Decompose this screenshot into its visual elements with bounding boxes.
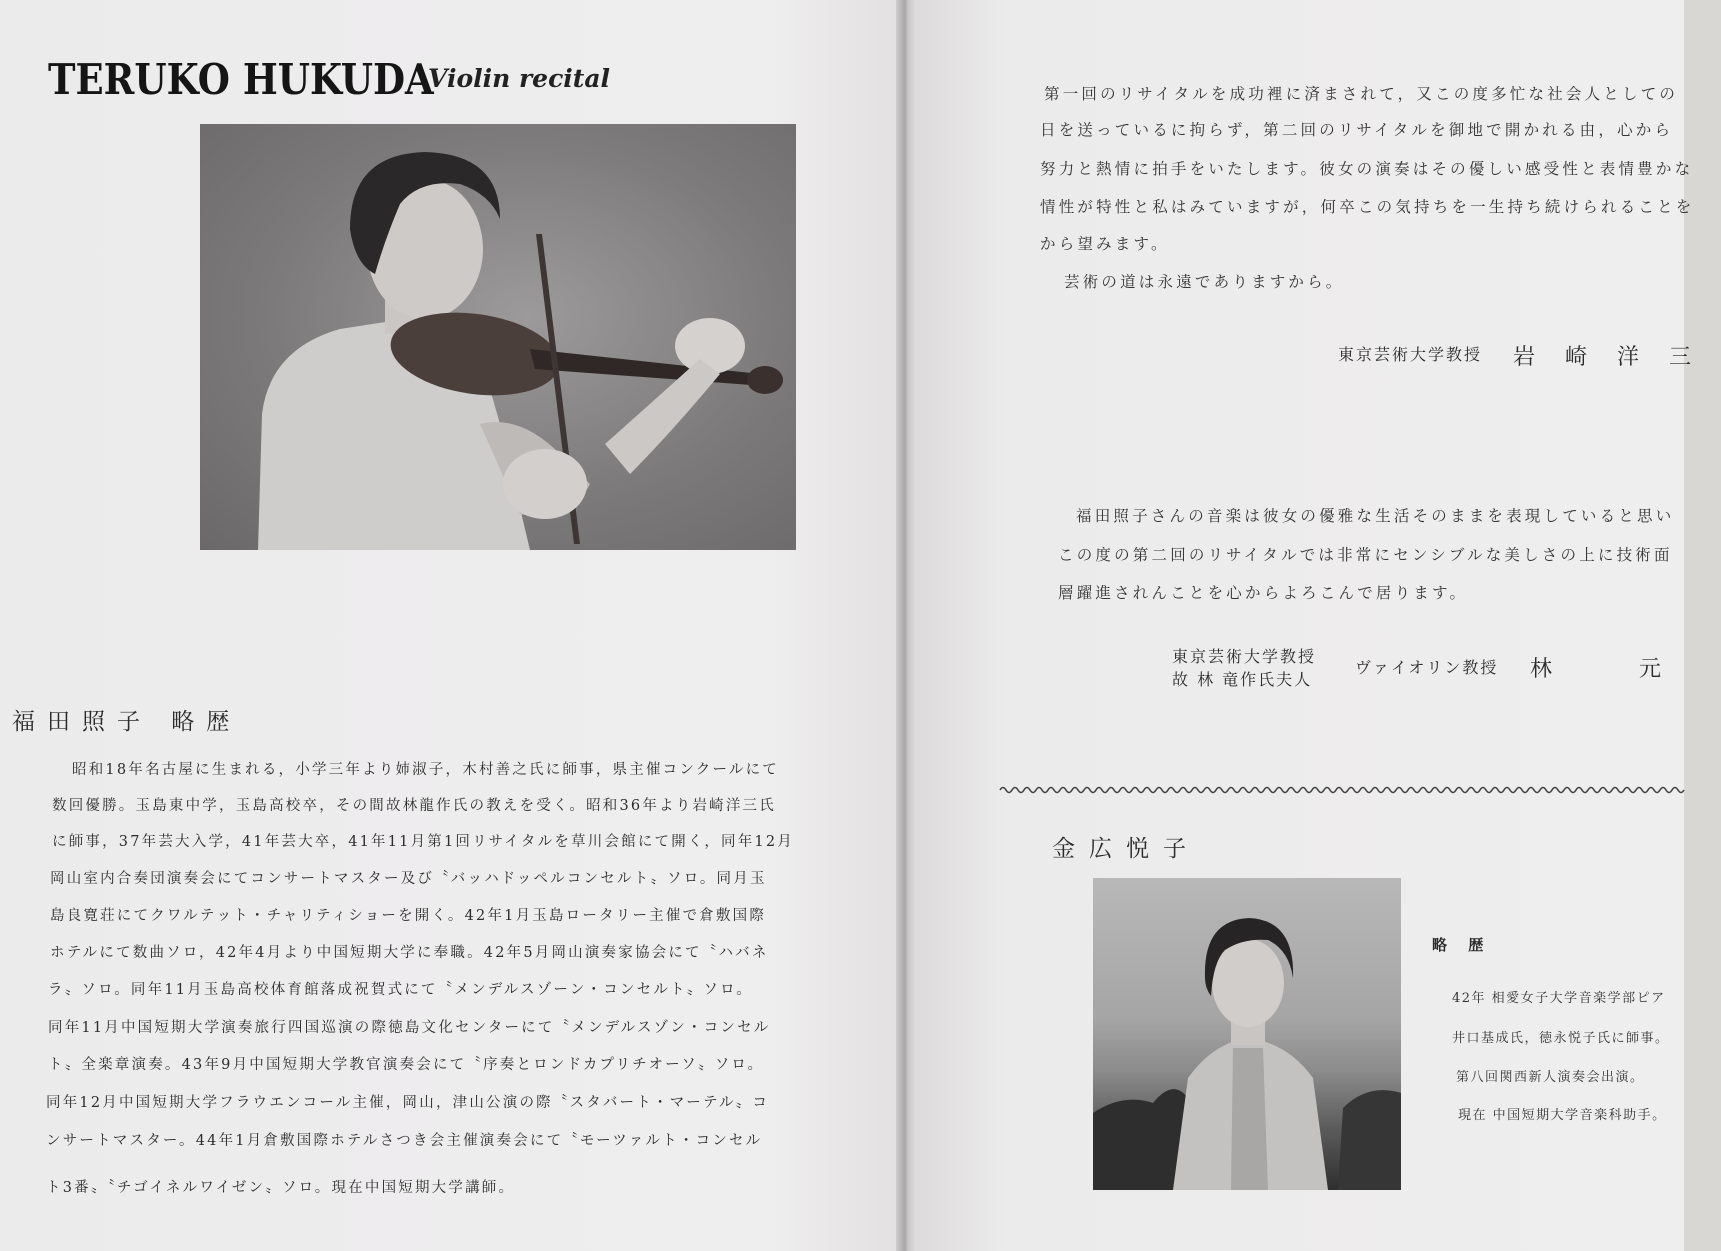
message-line: 努力と熱情に拍手をいたします。彼女の演奏はその優しい感受性と表情豊かな [1040, 160, 1694, 178]
message-line: 日を送っているに拘らず，第二回のリサイタルを御地で開かれる由，心から [1040, 121, 1674, 139]
bio-line: 数回優勝。玉島東中学，玉島高校卒，その間故林龍作氏の教えを受く。昭和36年より岩崎洋三氏 [52, 798, 776, 814]
bio-line: ホテルにて数曲ソロ，42年4月より中国短期大学に奉職。42年5月岡山演奏家協会にて〝ハバネ [50, 945, 769, 961]
bio-line: ト〟全楽章演奏。43年9月中国短期大学教官演奏会にて〝序奏とロンドカプリチオーソ〟ソロ。 [48, 1057, 765, 1073]
signature-2-affiliation: 東京芸術大学教授 [1172, 647, 1317, 666]
bio-line: 岡山室内合奏団演奏会にてコンサートマスター及び〝バッハドッペルコンセルト〟ソロ。同月玉 [50, 871, 767, 887]
bio-line: 同年12月中国短期大学フラウエンコール主催，岡山，津山公演の際〝スタバート・マーテル〟コ [46, 1095, 770, 1111]
bio-line: ンサートマスター。44年1月倉敷国際ホテルさつき会主催演奏会にて〝モーツァルト・コンセル [46, 1133, 763, 1149]
message-line: この度の第二回のリサイタルでは非常にセンシブルな美しさの上に技術面 [1058, 546, 1673, 564]
kaneko-bio-line: 現在 中国短期大学音楽科助手。 [1458, 1108, 1667, 1123]
bio-line: ト3番〟〝チゴイネルワイゼン〟ソロ。現在中国短期大学講師。 [46, 1180, 516, 1196]
message-line: 第一回のリサイタルを成功裡に済まされて，又この度多忙な社会人としての [1044, 85, 1679, 103]
kaneko-name-heading: 金広悦子 [1052, 836, 1200, 862]
violinist-photo [200, 124, 796, 550]
bio-line: ラ〟ソロ。同年11月玉島高校体育館落成祝賀式にて〝メンデルスゾーン・コンセルト〟ソロ。 [48, 982, 753, 998]
wavy-divider [1000, 782, 1684, 798]
message-line: 福田照子さんの音楽は彼女の優雅な生活そのままを表現していると思い [1076, 507, 1675, 525]
signature-2-name: 林 元 [1530, 657, 1701, 682]
kaneko-bio-line: 42年 相愛女子大学音楽学部ピア [1452, 991, 1666, 1006]
bio-line: 島良寛荘にてクワルテット・チャリティショーを開く。42年1月玉島ロータリー主催で倉敷国際 [50, 908, 767, 924]
book-gutter [896, 0, 916, 1251]
signature-2-affiliation-2: 故 林 竜作氏夫人 [1172, 670, 1313, 689]
signature-1-affiliation: 東京芸術大学教授 [1338, 345, 1483, 364]
bio-line: 昭和18年名古屋に生まれる，小学三年より姉淑子，木村善之氏に師事，県主催コンクールにて [72, 762, 779, 778]
message-line: 情性が特性と私はみていますが，何卒この気持ちを一生持ち続けられることを [1040, 198, 1695, 216]
message-line: 芸術の道は永遠でありますから。 [1064, 273, 1345, 291]
bio-heading: 福田照子 略歴 [12, 709, 242, 735]
bio-line: 同年11月中国短期大学演奏旅行四国巡演の際徳島文化センターにて〝メンデルスゾン・コンセル [48, 1020, 771, 1036]
message-line: 層躍進されんことを心からよろこんで居ります。 [1058, 584, 1469, 602]
bio-line: に師事，37年芸大入学，41年芸大卒，41年11月第1回リサイタルを草川会館にて開く，同年12月 [52, 834, 794, 850]
kaneko-bio-line: 第八回関西新人演奏会出演。 [1456, 1070, 1645, 1085]
signature-1-name: 岩崎洋三 [1513, 345, 1721, 370]
kaneko-bio-heading: 略 歴 [1432, 936, 1492, 954]
message-line: から望みます。 [1040, 235, 1170, 253]
signature-2-role: ヴァイオリン教授 [1355, 658, 1499, 677]
recital-subtitle: Violin recital [428, 64, 611, 93]
kaneko-bio-line: 井口基成氏，徳永悦子氏に師事。 [1452, 1031, 1670, 1046]
kaneko-photo [1093, 878, 1401, 1190]
recital-title: TERUKO HUKUDA [48, 55, 434, 104]
